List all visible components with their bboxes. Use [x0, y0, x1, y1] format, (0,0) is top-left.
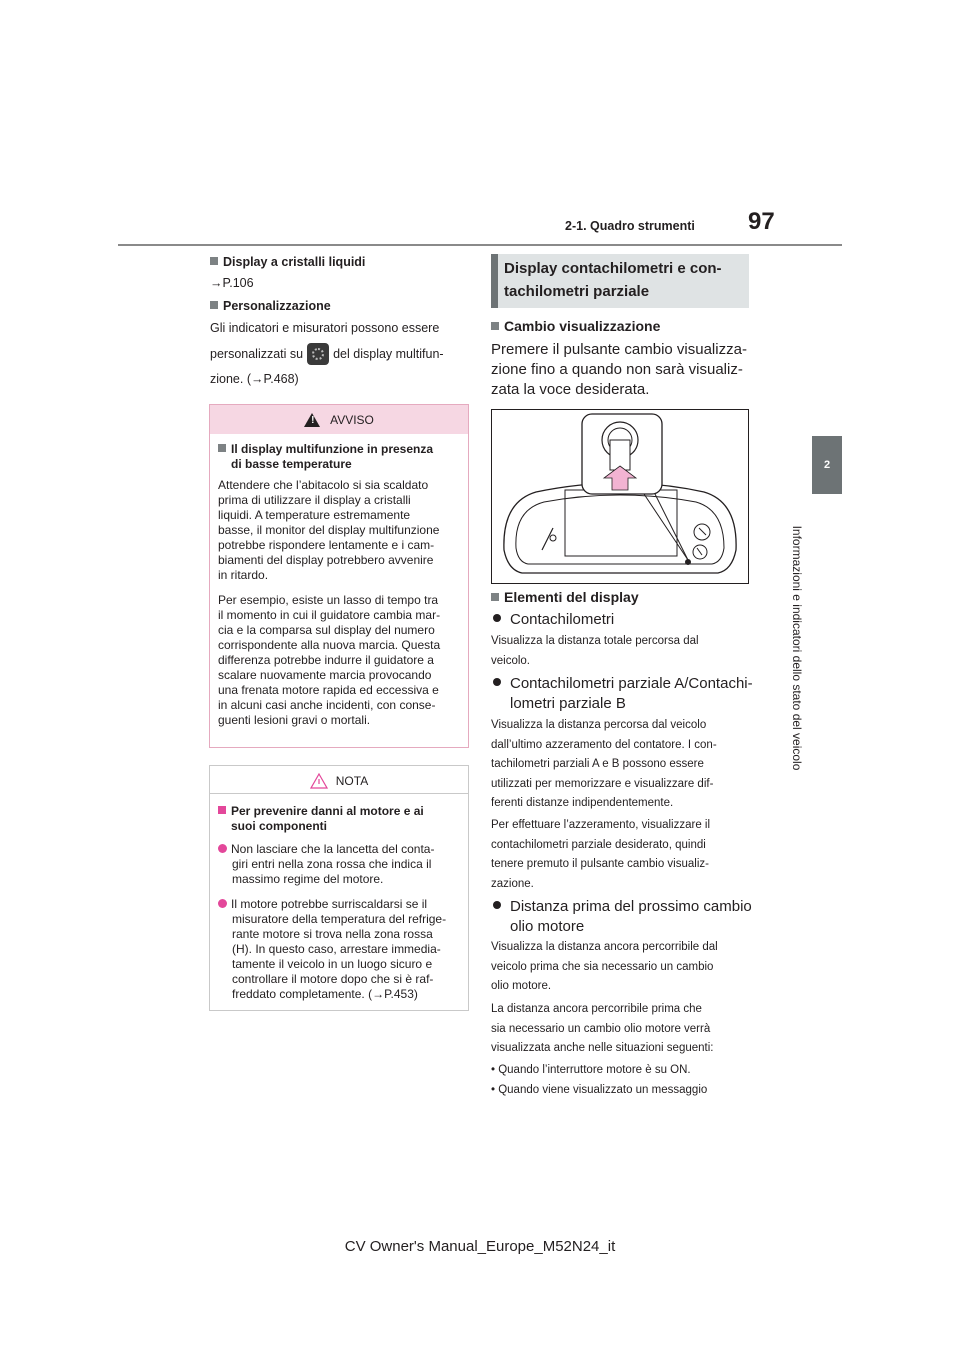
cluster-illustration [492, 410, 748, 583]
chapter-title-vertical [789, 505, 805, 790]
chapter-tab[interactable]: 2 [812, 436, 842, 494]
caution-triangle-icon [310, 773, 328, 789]
item-contachilometri-title: Contachilometri [491, 610, 614, 630]
square-bullet-icon [210, 301, 218, 309]
heading-elementi: Elementi del display [491, 589, 639, 605]
warning-header [210, 405, 468, 434]
round-bullet-icon [493, 901, 501, 909]
warning-heading: Il display multifunzione in presenza di basse temperature [218, 442, 456, 472]
square-bullet-icon [491, 322, 499, 330]
heading-display-lcd: Display a cristalli liquidi [210, 255, 365, 269]
personalizzazione-line3: zione. (→P.468) [210, 372, 299, 386]
page-number: 97 [748, 208, 775, 235]
header-rule [118, 244, 842, 246]
round-bullet-icon [218, 844, 227, 853]
square-bullet-icon [210, 257, 218, 265]
item-olio-text: Visualizza la distanza ancora percorribile dal veicolo prima che sia necessario un cambio olio motore. [491, 941, 718, 992]
chapter-title: Informazioni e indicatori dello stato del veicolo [790, 525, 804, 770]
item-parziale-text-b: Per effettuare l’azzeramento, visualizzare il contachilometri parziale desiderato, quindi tenere premuto il pulsante cambio visualiz- zazione. [491, 819, 711, 890]
cambio-paragraph: Premere il pulsante cambio visualizza- zione fino a quando non sarà visualiz- zata la voce desiderata. [491, 341, 747, 398]
heading-personalizzazione: Personalizzazione [210, 299, 331, 313]
item-contachilometri-text: Visualizza la distanza totale percorsa dal veicolo. [491, 635, 699, 667]
round-bullet-icon [218, 899, 227, 908]
item-olio-text-b: La distanza ancora percorribile prima che sia necessario un cambio olio motore verrà visualizzata anche nelle situazioni seguenti: [491, 1003, 714, 1054]
note-box [209, 765, 469, 1011]
item-olio-title: Distanza prima del prossimo cambio olio motore [491, 897, 752, 937]
note-heading: Per prevenire danni al motore e ai suoi componenti [218, 804, 456, 834]
round-bullet-icon [493, 614, 501, 622]
warning-paragraph-1: Attendere che l’abitacolo si sia scaldato prima di utilizzare il display a cristalli liquidi. A temperature estremamente basse, il monitor del display multifunzione potrebbe rispondere lentamente e i cam- biamenti del display potrebbero avvenire in ritardo. [218, 478, 440, 582]
note-title: NOTA [335, 774, 369, 788]
personalizzazione-line2: personalizzati su del display multifun- [210, 343, 444, 365]
personalizzazione-line1: Gli indicatori e misuratori possono essere [210, 321, 440, 335]
square-bullet-icon [218, 444, 226, 452]
warning-title: AVVISO [330, 412, 374, 427]
warning-triangle-icon: ! [304, 413, 320, 427]
gear-icon [307, 343, 329, 365]
bullet-messaggio: • Quando viene visualizzato un messaggio [491, 1084, 708, 1096]
round-bullet-icon [493, 678, 501, 686]
item-parziale-text: Visualizza la distanza percorsa dal veicolo dall’ultimo azzeramento del contatore. I con- tachilometri parziali A e B possono essere utilizzati per memorizzare e visualizzare dif- ferenti distanze indipendentemente. [491, 719, 717, 809]
footer-text: CV Owner's Manual_Europe_M52N24_it [344, 1238, 616, 1255]
bullet-on: • Quando l’interruttore motore è su ON. [491, 1064, 691, 1076]
note-header [210, 769, 468, 793]
ref-p106[interactable]: →P.106 [210, 276, 254, 290]
note-item-2: Il motore potrebbe surriscaldarsi se il misuratore della temperatura del refrige- rante motore si trova nella zona rossa (H). In questo caso, arrestare immedia- tamente il veicolo in un luogo sicuro e controllare il motore dopo che si è raf- freddato completamente. (→P.453) [218, 897, 456, 1002]
item-parziale-title: Contachilometri parziale A/Contachi- lometri parziale B [491, 674, 753, 714]
square-bullet-icon [218, 806, 226, 814]
instrument-cluster-figure [491, 409, 749, 584]
warning-paragraph-2: Per esempio, esiste un lasso di tempo tra il momento in cui il guidatore cambia mar- cia e la comparsa sul display del numero corrispondente alla nuova marcia. Questa differenza potrebbe indurre il guidatore a scalare nuovamente marcia provocando una frenata motore rapida ed eccessiva e in alcuni casi anche incidenti, con conse- guenti lesioni gravi o mortali. [218, 593, 441, 727]
section-title: 2-1. Quadro strumenti [565, 219, 695, 233]
section-heading-box: Display contachilometri e con- tachilometri parziale [491, 254, 749, 308]
square-bullet-icon [491, 593, 499, 601]
warning-box [209, 404, 469, 748]
note-item-1: Non lasciare che la lancetta del conta- giri entri nella zona rossa che indica il massimo regime del motore. [218, 842, 456, 887]
heading-cambio: Cambio visualizzazione [491, 318, 660, 334]
